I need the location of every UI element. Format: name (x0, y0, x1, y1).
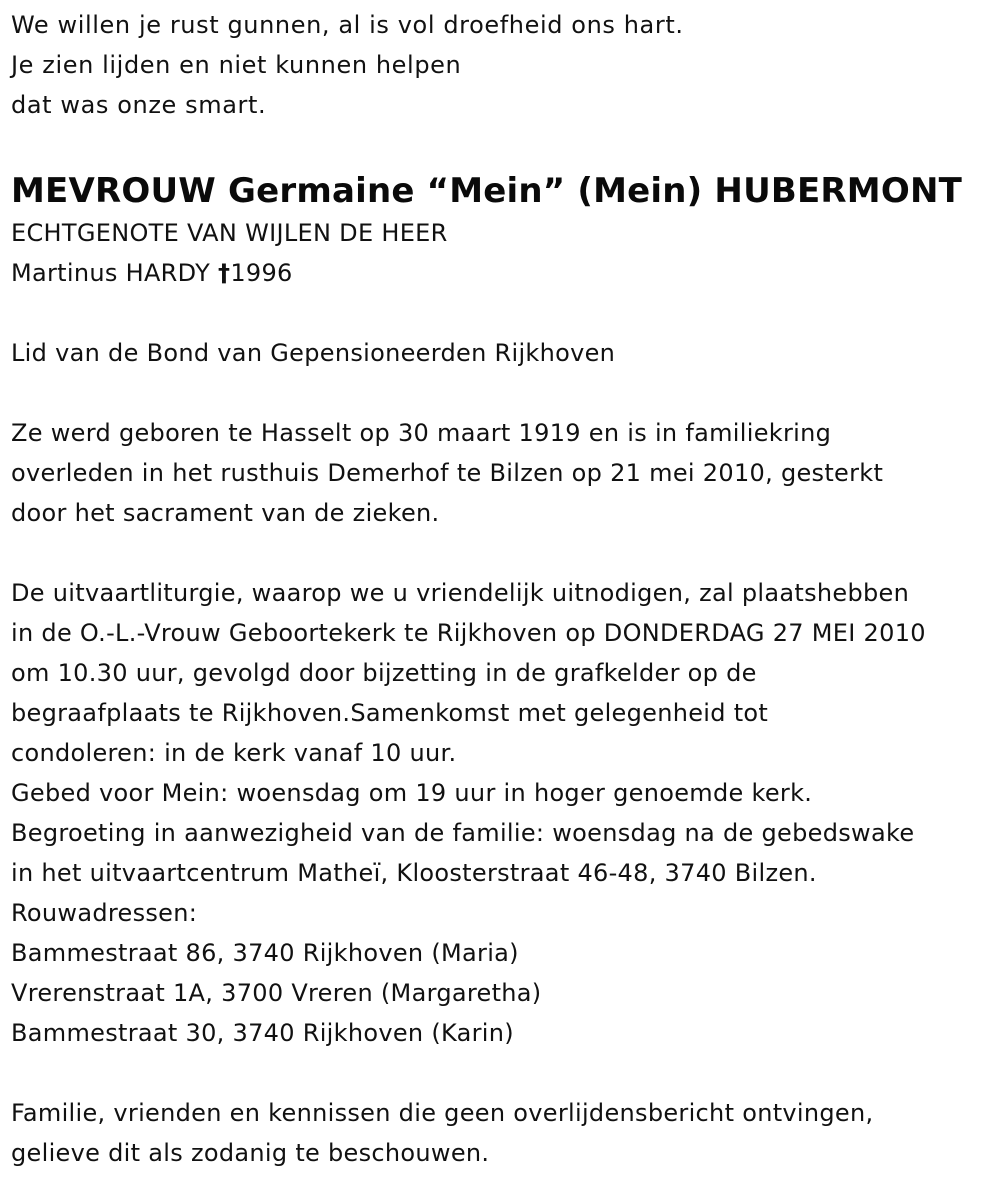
spouse-name-line (11, 253, 996, 293)
cross-icon: † (218, 259, 231, 287)
paragraph-line: Familie, vrienden en kennissen die geen overlijdensbericht ontvingen, (11, 1099, 874, 1127)
address-line: Bammestraat 30, 3740 Rijkhoven (Karin) (11, 1019, 514, 1047)
paragraph-line: Begroeting in aanwezigheid van de familie: woensdag na de gebedswake (11, 819, 915, 847)
paragraph-line: om 10.30 uur, gevolgd door bijzetting in de grafkelder op de (11, 659, 757, 687)
paragraph-line: begraafplaats te Rijkhoven.Samenkomst met gelegenheid tot (11, 699, 769, 727)
membership (11, 333, 996, 373)
address-line: Bammestraat 86, 3740 Rijkhoven (Maria) (11, 939, 519, 967)
paragraph-line: Rouwadressen: (11, 899, 198, 927)
paragraph-line: De uitvaartliturgie, waarop we u vriendelijk uitnodigen, zal plaatshebben (11, 579, 910, 607)
poem-line: We willen je rust gunnen, al is vol droefheid ons hart. (11, 11, 684, 39)
spacer (11, 293, 996, 333)
paragraph-line: Gebed voor Mein: woensdag om 19 uur in hoger genoemde kerk. (11, 779, 813, 807)
paragraph-line: in het uitvaartcentrum Matheï, Kloosterstraat 46-48, 3740 Bilzen. (11, 859, 817, 887)
paragraph-line: gelieve dit als zodanig te beschouwen. (11, 1139, 490, 1167)
deceased-name: MEVROUW Germaine “Mein” (Mein) HUBERMONT (11, 171, 962, 211)
funeral-paragraph (11, 573, 996, 1053)
poem (11, 5, 996, 125)
closing-paragraph (11, 1093, 996, 1173)
paragraph-line: in de O.-L.-Vrouw Geboortekerk te Rijkhoven op DONDERDAG 27 MEI 2010 (11, 619, 926, 647)
spouse-name: Martinus HARDY (11, 259, 219, 287)
membership-text: Lid van de Bond van Gepensioneerden Rijkhoven (11, 339, 616, 367)
spacer (11, 1053, 996, 1093)
poem-line: dat was onze smart. (11, 91, 267, 119)
paragraph-line: condoleren: in de kerk vanaf 10 uur. (11, 739, 457, 767)
spacer (11, 533, 996, 573)
poem-line: Je zien lijden en niet kunnen helpen (11, 51, 462, 79)
spouse-title: ECHTGENOTE VAN WIJLEN DE HEER (11, 219, 448, 247)
obituary-notice (11, 0, 996, 1173)
spacer (11, 373, 996, 413)
paragraph-line: Ze werd geboren te Hasselt op 30 maart 1919 en is in familiekring (11, 419, 832, 447)
spouse-death-year: 1996 (230, 259, 293, 287)
address-line: Vrerenstraat 1A, 3700 Vreren (Margaretha) (11, 979, 542, 1007)
birth-death-paragraph (11, 413, 996, 533)
paragraph-line: overleden in het rusthuis Demerhof te Bilzen op 21 mei 2010, gesterkt (11, 459, 884, 487)
spouse-info (11, 213, 996, 293)
paragraph-line: door het sacrament van de zieken. (11, 499, 440, 527)
